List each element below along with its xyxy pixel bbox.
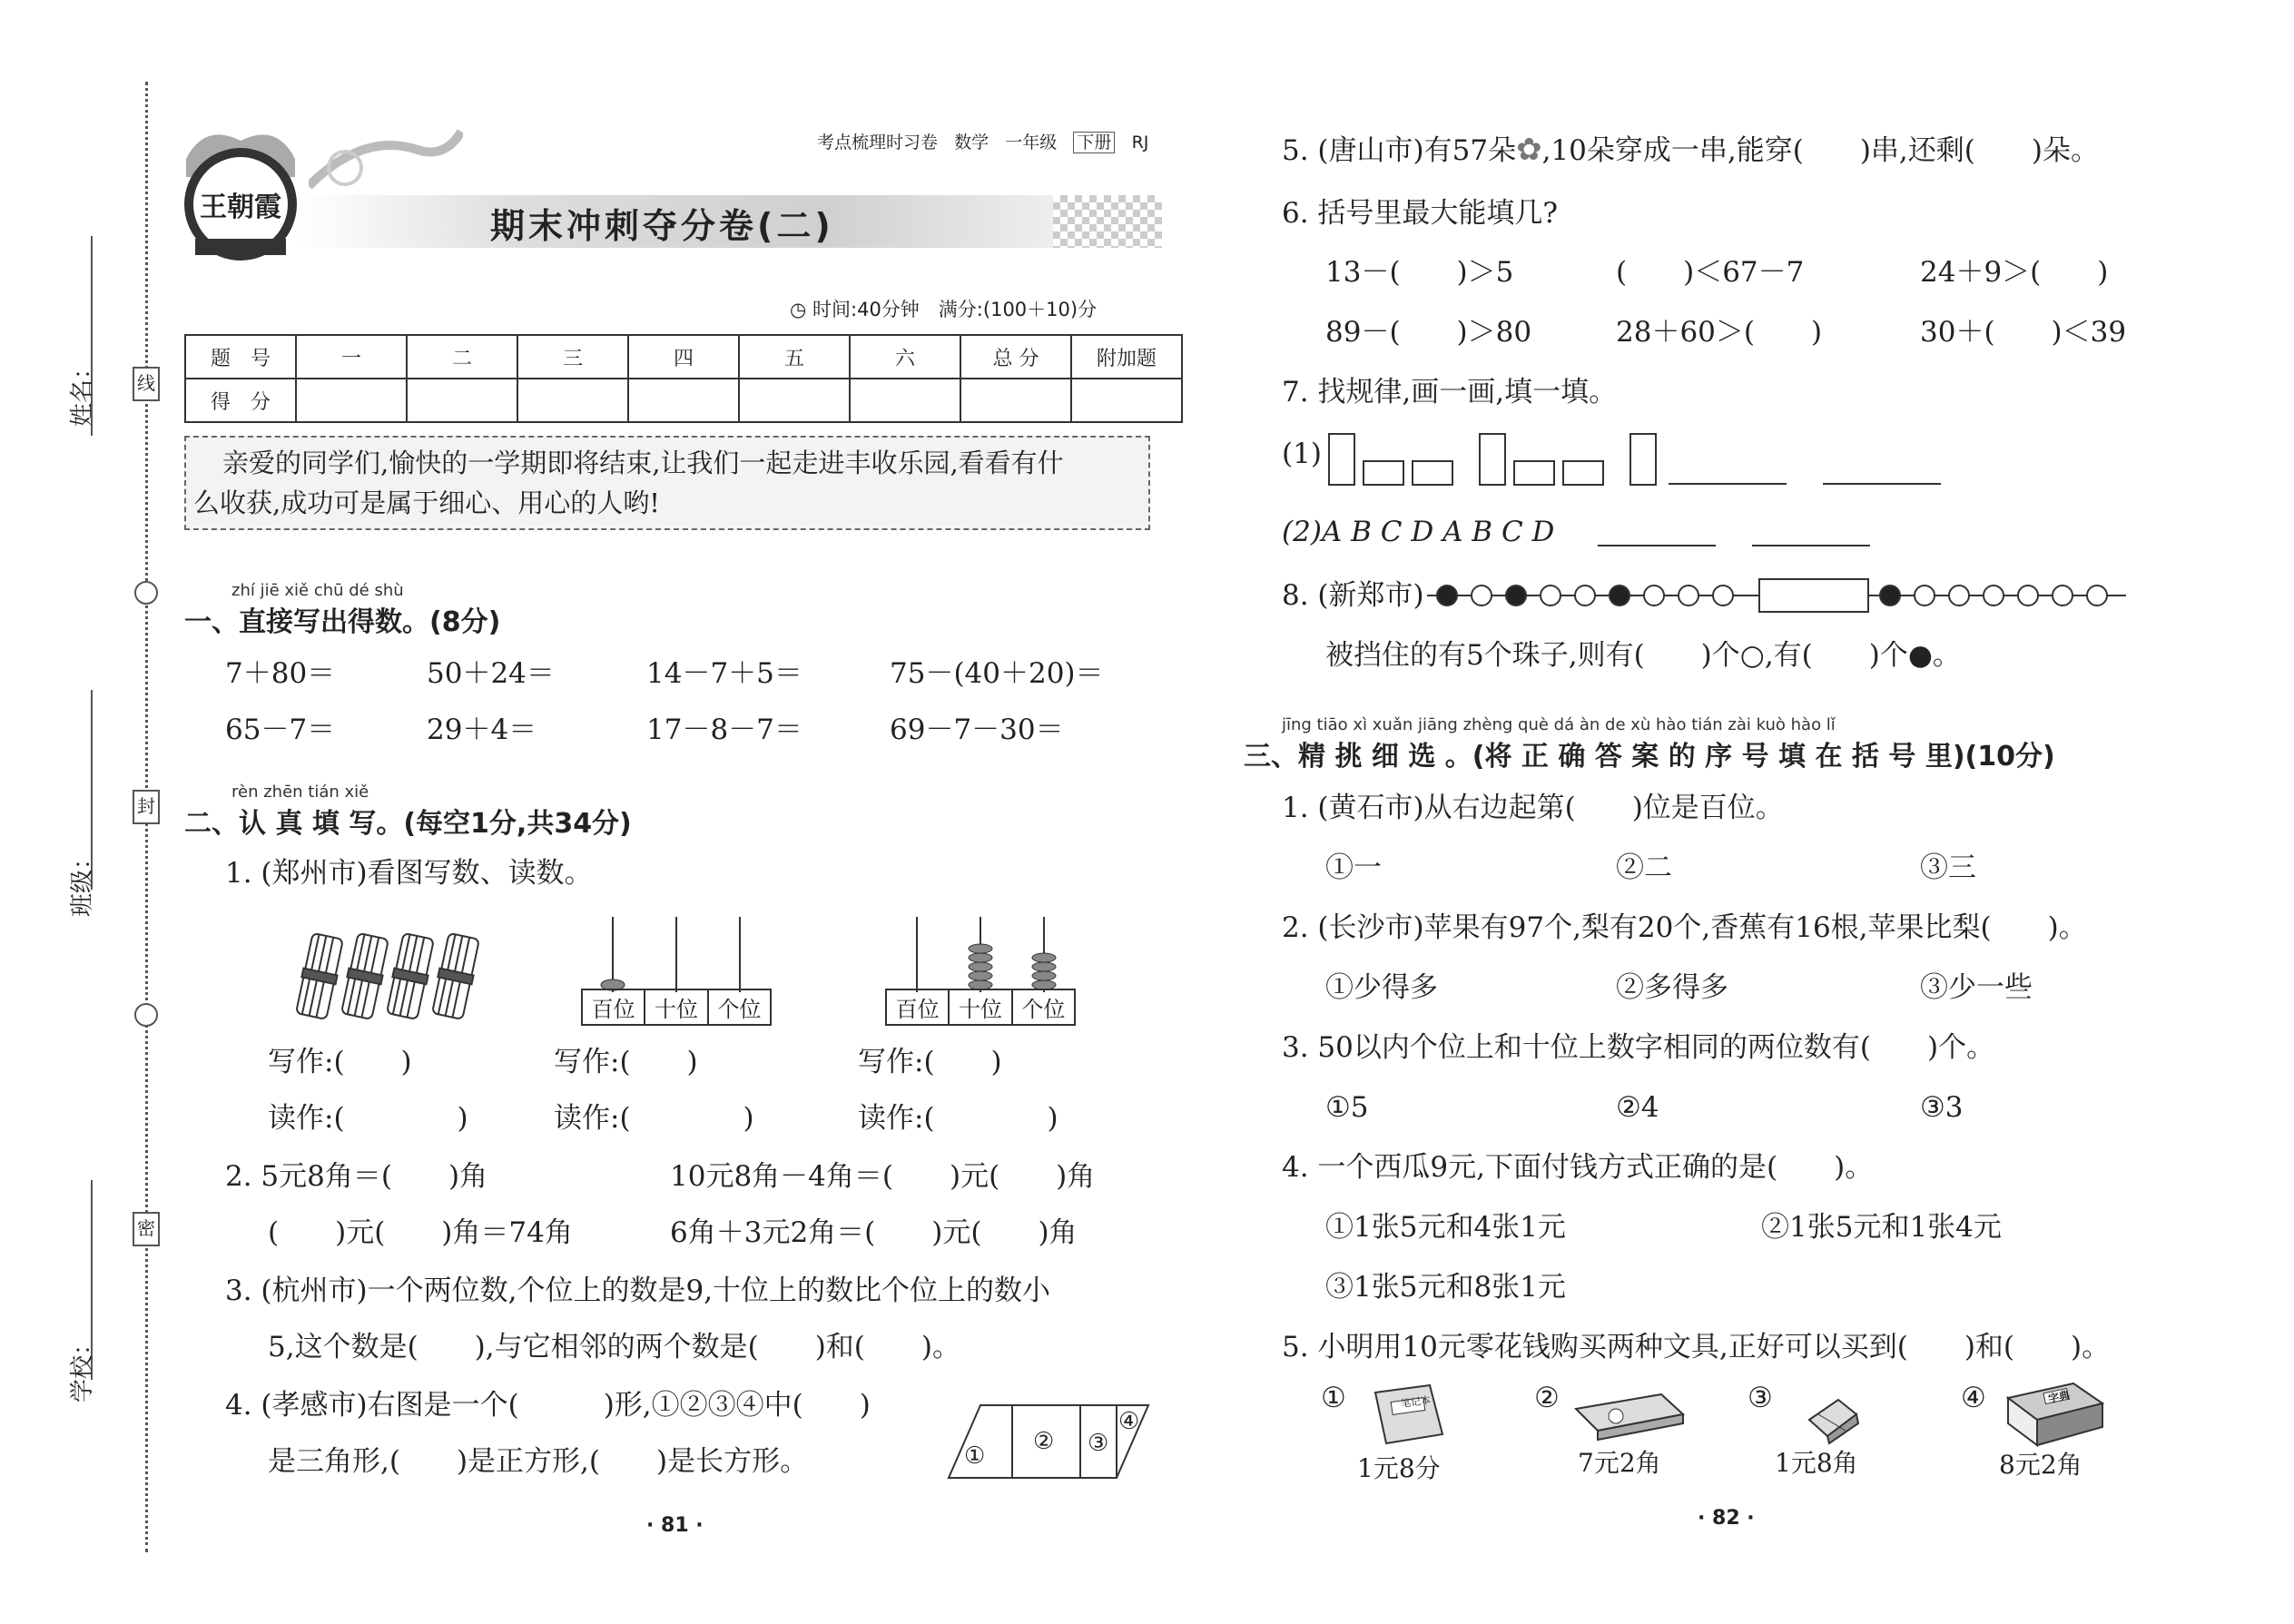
s3-q3-opt-3[interactable]: ③3 <box>1920 1091 1964 1124</box>
score-cell[interactable] <box>517 379 628 422</box>
place-label: 十位 <box>645 989 707 1025</box>
s2-q2-a: 2. 5元8角＝( )角 <box>225 1160 488 1193</box>
table-cell: 五 <box>739 335 850 379</box>
table-cell: 题 号 <box>185 335 296 379</box>
s2-q2-d: 6角＋3元2角＝( )元( )角 <box>670 1216 1078 1249</box>
score-cell[interactable] <box>739 379 850 422</box>
s3-q1-opt-2[interactable]: ②二 <box>1616 851 1672 884</box>
brand-logo <box>168 123 313 268</box>
item-pencil-box[interactable] <box>1534 1380 1716 1489</box>
score-cell[interactable] <box>407 379 517 422</box>
item-num: ④ <box>1961 1382 1986 1414</box>
read-2[interactable]: 读作:( ) <box>554 1102 754 1135</box>
s3-q1: 1. (黄石市)从右边起第( )位是百位。 <box>1282 792 1784 824</box>
r-q8: 8. (新郑市) <box>1282 579 1424 612</box>
binding-mark-mi: 密 <box>133 1212 160 1246</box>
item-num: ③ <box>1748 1382 1773 1414</box>
volume-label: 下册 <box>1073 132 1115 153</box>
calc-2: 50＋24＝ <box>427 657 555 690</box>
table-cell: 四 <box>628 335 739 379</box>
calc-4: 75－(40＋20)＝ <box>890 657 1104 690</box>
abacus-2 <box>885 912 1076 1021</box>
score-cell[interactable] <box>296 379 407 422</box>
r-q7-1-label: (1) <box>1282 438 1322 470</box>
r-q5-text: 5. (唐山市)有57朵 <box>1282 134 1517 167</box>
abacus-2-labels <box>885 989 1076 1026</box>
eraser-icon <box>1802 1393 1866 1447</box>
s3-q4: 4. 一个西瓜9元,下面付钱方式正确的是( )。 <box>1282 1151 1874 1184</box>
r-q6-2: ( )＜67－7 <box>1616 256 1805 289</box>
series-label: 考点梳理时习卷 <box>817 133 939 153</box>
s3-q3: 3. 50以内个位上和十位上数字相同的两位数有( )个。 <box>1282 1031 1995 1064</box>
item-price: 8元2角 <box>1999 1450 2082 1480</box>
s3-q5: 5. 小明用10元零花钱购买两种文具,正好可以买到( )和( )。 <box>1282 1331 2111 1363</box>
table-cell: 六 <box>850 335 960 379</box>
shape-figure <box>944 1398 1153 1484</box>
subject-label: 数学 <box>954 133 989 153</box>
r-q6-4: 89－( )＞80 <box>1325 316 1532 349</box>
s3-q3-opt-1[interactable]: ①5 <box>1325 1091 1369 1124</box>
item-eraser[interactable] <box>1748 1380 1929 1489</box>
section-3-pinyin: jīng tiāo xì xuǎn jiāng zhèng què dá àn de xù hào tián zài kuò hào lǐ <box>1282 715 1836 734</box>
title-checker-decoration <box>1053 195 1162 248</box>
s3-q2-opt-2[interactable]: ②多得多 <box>1616 971 1728 1004</box>
calc-7: 17－8－7＝ <box>646 714 802 746</box>
page-title: 期末冲刺夺分卷(二) <box>490 206 834 246</box>
s2-q2-c: ( )元( )角＝74角 <box>268 1216 573 1249</box>
q7-1-blank-1[interactable] <box>1669 483 1787 485</box>
shape-label-3: ③ <box>1088 1430 1109 1457</box>
r-q5-rest: ,10朵穿成一串,能穿( )串,还剩( )朵。 <box>1541 134 2099 167</box>
brand-name: 王朝霞 <box>200 192 281 223</box>
item-notebook[interactable] <box>1321 1380 1502 1489</box>
place-label: 百位 <box>582 989 645 1025</box>
section-2-title: 二、认 真 填 写。(每空1分,共34分) <box>184 808 632 840</box>
s2-q4-line2: 是三角形,( )是正方形,( )是长方形。 <box>268 1445 809 1478</box>
s2-q4-line1: 4. (孝感市)右图是一个( )形,①②③④中( ) <box>225 1389 871 1422</box>
s2-q3-line2: 5,这个数是( ),与它相邻的两个数是( )和( )。 <box>268 1331 960 1363</box>
table-cell: 一 <box>296 335 407 379</box>
score-cell[interactable] <box>1071 379 1182 422</box>
shape-label-4: ④ <box>1118 1408 1140 1435</box>
r-q6: 6. 括号里最大能填几? <box>1282 197 1559 230</box>
edition-label: RJ <box>1131 133 1149 153</box>
flower-icon: ✿ <box>1516 132 1542 168</box>
score-cell[interactable] <box>628 379 739 422</box>
score-cell[interactable] <box>850 379 960 422</box>
s3-q2-opt-3[interactable]: ③少一些 <box>1920 971 2033 1004</box>
name-label: 姓名： <box>69 355 96 427</box>
s3-q1-opt-3[interactable]: ③三 <box>1920 851 1976 884</box>
item-price: 1元8分 <box>1357 1453 1441 1483</box>
item-num: ② <box>1534 1382 1560 1414</box>
item-price: 7元2角 <box>1578 1448 1661 1478</box>
table-cell: 二 <box>407 335 517 379</box>
r-q8-text: 被挡住的有5个珠子,则有( )个○,有( )个●。 <box>1325 639 1961 672</box>
write-1[interactable]: 写作:( ) <box>268 1046 412 1078</box>
score-table-header-row <box>185 335 1182 379</box>
pencil-box-icon <box>1570 1389 1689 1443</box>
binding-mark-xian: 线 <box>133 367 160 401</box>
calc-8: 69－7－30＝ <box>890 714 1064 746</box>
calc-5: 65－7＝ <box>225 714 336 746</box>
item-price: 1元8角 <box>1775 1448 1858 1478</box>
header-meta <box>817 129 1148 153</box>
table-cell: 三 <box>517 335 628 379</box>
binding-mark-feng: 封 <box>133 790 160 824</box>
score-table <box>184 334 1183 423</box>
binding-hole-icon <box>134 581 158 605</box>
r-q6-1: 13－( )＞5 <box>1325 256 1514 289</box>
s3-q4-opt-1[interactable]: ①1张5元和4张1元 <box>1325 1211 1566 1244</box>
q7-2-blank-2[interactable] <box>1752 545 1870 546</box>
r-q6-3: 24＋9＞( ) <box>1920 256 2109 289</box>
binding-hole-icon <box>134 1003 158 1027</box>
item-dictionary[interactable] <box>1961 1380 2142 1489</box>
q7-2-blank-1[interactable] <box>1598 545 1716 546</box>
place-label: 十位 <box>949 989 1011 1025</box>
calc-1: 7＋80＝ <box>225 657 336 690</box>
bead-string <box>1427 576 2135 615</box>
place-label: 个位 <box>708 989 771 1025</box>
place-label: 个位 <box>1012 989 1075 1025</box>
read-3[interactable]: 读作:( ) <box>858 1102 1058 1135</box>
section-1-pinyin: zhí jiē xiě chū dé shù <box>231 581 404 600</box>
r-q6-5: 28＋60＞( ) <box>1616 316 1823 349</box>
calc-3: 14－7＋5＝ <box>646 657 802 690</box>
s2-q1: 1. (郑州市)看图写数、读数。 <box>225 857 593 890</box>
s2-q2-b: 10元8角－4角＝( )元( )角 <box>670 1160 1096 1193</box>
s3-q2: 2. (长沙市)苹果有97个,梨有20个,香蕉有16根,苹果比梨( )。 <box>1282 911 2087 944</box>
s3-q4-opt-3[interactable]: ③1张5元和8张1元 <box>1325 1271 1566 1304</box>
write-2[interactable]: 写作:( ) <box>554 1046 698 1078</box>
calc-6: 29＋4＝ <box>427 714 537 746</box>
r-q7-2: (2)A B C D A B C D <box>1282 516 1555 548</box>
table-cell: 附加题 <box>1071 335 1182 379</box>
s3-q4-opt-2[interactable]: ②1张5元和1张4元 <box>1761 1211 2002 1244</box>
score-table-score-row <box>185 379 1182 422</box>
notebook-icon <box>1366 1383 1448 1449</box>
q7-1-blank-2[interactable] <box>1823 483 1941 485</box>
s3-q3-opt-2[interactable]: ②4 <box>1616 1091 1659 1124</box>
shape-label-1: ① <box>964 1442 986 1470</box>
pattern-shapes <box>1327 432 1708 487</box>
abacus-1 <box>581 912 772 1021</box>
section-3-title: 三、精 挑 细 选 。(将 正 确 答 案 的 序 号 填 在 括 号 里)(10分) <box>1244 741 2055 773</box>
clock-icon: ◷ <box>790 299 807 320</box>
class-label: 班级： <box>69 845 96 917</box>
school-label: 学校： <box>69 1331 96 1403</box>
r-q6-6: 30＋( )＜39 <box>1920 316 2127 349</box>
intro-box <box>184 436 1150 530</box>
page-number-right: · 82 · <box>1698 1507 1755 1530</box>
time-info: ◷ 时间:40分钟 满分:(100＋10)分 <box>790 299 1098 320</box>
table-cell: 总 分 <box>960 335 1071 379</box>
abacus-1-labels <box>581 989 772 1026</box>
ribbon-decoration <box>309 123 463 204</box>
intro-line-2: 么收获,成功可是属于细心、用心的人哟! <box>193 487 660 518</box>
table-cell: 得 分 <box>185 379 296 422</box>
item-num: ① <box>1321 1382 1346 1414</box>
section-2-pinyin: rèn zhēn tián xiě <box>231 782 369 802</box>
s3-q1-opt-1[interactable]: ①一 <box>1325 851 1382 884</box>
place-label: 百位 <box>886 989 949 1025</box>
r-q5 <box>1282 132 2099 169</box>
s2-q3-line1: 3. (杭州市)一个两位数,个位上的数是9,十位上的数比个位上的数小 <box>225 1275 1051 1307</box>
score-cell[interactable] <box>960 379 1071 422</box>
stick-bundles-icon <box>290 930 490 1021</box>
s3-q2-opt-1[interactable]: ①少得多 <box>1325 971 1438 1004</box>
read-1[interactable]: 读作:( ) <box>268 1102 468 1135</box>
page-number-left: · 81 · <box>646 1514 704 1537</box>
notebook-label: 笔记本 <box>1400 1393 1432 1411</box>
section-1-title: 一、直接写出得数。(8分) <box>184 606 501 638</box>
intro-line-1: 亲爱的同学们,愉快的一学期即将结束,让我们一起走进丰收乐园,看看有什 <box>222 448 1064 478</box>
dictionary-label: 字典 <box>2046 1388 2072 1406</box>
write-3[interactable]: 写作:( ) <box>858 1046 1002 1078</box>
r-q7: 7. 找规律,画一画,填一填。 <box>1282 376 1618 408</box>
grade-label: 一年级 <box>1005 133 1058 153</box>
shape-label-2: ② <box>1033 1428 1055 1455</box>
